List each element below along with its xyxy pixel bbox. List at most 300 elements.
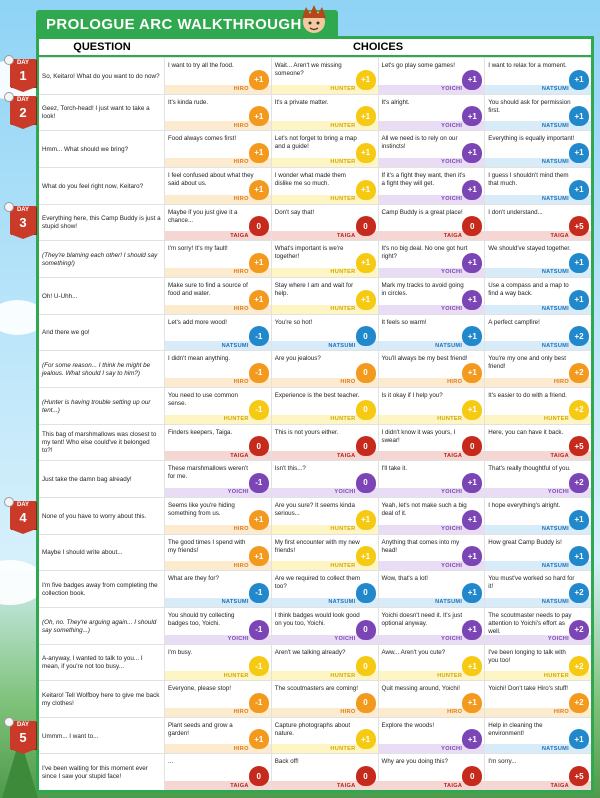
character-name: HUNTER bbox=[485, 671, 591, 680]
page-title: PROLOGUE ARC WALKTHROUGH bbox=[46, 15, 302, 33]
day-label: DAY bbox=[16, 501, 30, 508]
choice-cell bbox=[485, 168, 591, 204]
day-tab bbox=[10, 721, 36, 749]
choice-text: I don't understand... bbox=[488, 208, 543, 216]
choice-cell bbox=[165, 498, 272, 534]
points-badge: +1 bbox=[356, 729, 376, 749]
choice-text: Here, you can have it back. bbox=[488, 428, 564, 436]
character-name: NATSUMI bbox=[485, 561, 591, 570]
points-badge: +1 bbox=[249, 729, 269, 749]
character-name: NATSUMI bbox=[485, 341, 591, 350]
choice-text: Maybe if you just give it a chance... bbox=[168, 208, 238, 224]
choice-cell bbox=[485, 681, 591, 717]
day-tab bbox=[10, 59, 36, 87]
table-row bbox=[39, 644, 591, 681]
choice-cell bbox=[485, 498, 591, 534]
table-row bbox=[39, 424, 591, 461]
choices-group bbox=[165, 351, 591, 387]
choice-text: It's kinda rude. bbox=[168, 98, 209, 106]
points-badge: +2 bbox=[569, 620, 589, 640]
character-name: HIRO bbox=[165, 195, 271, 204]
choice-cell bbox=[485, 58, 591, 94]
choice-cell bbox=[379, 571, 486, 607]
character-name: HIRO bbox=[165, 85, 271, 94]
points-badge: +1 bbox=[569, 106, 589, 126]
question-text: And there we go! bbox=[39, 315, 165, 351]
choice-text: I'm busy. bbox=[168, 648, 193, 656]
character-name: TAIGA bbox=[379, 781, 485, 790]
table-row bbox=[39, 607, 591, 644]
choice-text: Stay where I am and wait for help. bbox=[274, 281, 354, 297]
choices-group bbox=[165, 498, 591, 534]
question-text: Everything here, this Camp Buddy is just a stupid show! bbox=[39, 205, 165, 241]
choice-text: What's important is we're together! bbox=[274, 245, 344, 261]
points-badge: +1 bbox=[356, 253, 376, 273]
choice-text: I'm sorry... bbox=[488, 758, 517, 766]
choice-text: Everyone, please stop! bbox=[168, 685, 231, 693]
character-name: YOICHI bbox=[272, 635, 378, 644]
points-badge: +1 bbox=[356, 546, 376, 566]
question-text: A-anyway, I wanted to talk to you... I mean, if you're not too busy... bbox=[39, 645, 165, 681]
character-name: NATSUMI bbox=[379, 598, 485, 607]
character-name: HUNTER bbox=[272, 671, 378, 680]
points-badge: +5 bbox=[569, 766, 589, 786]
choice-text: The good times I spend with my friends! bbox=[168, 538, 246, 554]
character-name: NATSUMI bbox=[379, 341, 485, 350]
choice-text: The scoutmaster needs to pay attention to Yoichi's effort as well. bbox=[488, 611, 572, 635]
points-badge: +2 bbox=[569, 473, 589, 493]
choice-text: The scoutmasters are coming! bbox=[274, 685, 358, 693]
points-badge: +1 bbox=[569, 70, 589, 90]
points-badge: +1 bbox=[249, 510, 269, 530]
question-text: Oh! U-Uhh... bbox=[39, 278, 165, 314]
choice-text: My first encounter with my new friends! bbox=[274, 538, 360, 554]
character-name: YOICHI bbox=[165, 635, 271, 644]
character-name: YOICHI bbox=[379, 158, 485, 167]
day-number: 2 bbox=[19, 104, 27, 120]
table-row bbox=[39, 277, 591, 314]
choice-cell bbox=[379, 131, 486, 167]
choice-cell bbox=[272, 168, 379, 204]
choice-cell bbox=[485, 535, 591, 571]
choices-group bbox=[165, 645, 591, 681]
choice-cell bbox=[379, 608, 486, 644]
points-badge: +1 bbox=[249, 70, 269, 90]
choice-cell bbox=[272, 131, 379, 167]
choice-text: Let's go play some games! bbox=[381, 62, 455, 69]
choices-group bbox=[165, 461, 591, 497]
choice-text: This is not yours either. bbox=[274, 428, 339, 436]
points-badge: -1 bbox=[249, 583, 269, 603]
choice-text: Isn't this...? bbox=[274, 465, 306, 473]
choice-cell bbox=[272, 608, 379, 644]
points-badge: +1 bbox=[462, 143, 482, 163]
points-badge: +1 bbox=[356, 290, 376, 310]
points-badge: +1 bbox=[356, 143, 376, 163]
character-name: HUNTER bbox=[272, 415, 378, 424]
choice-cell bbox=[485, 718, 591, 754]
choice-cell bbox=[379, 58, 486, 94]
choice-cell bbox=[272, 498, 379, 534]
choices-group bbox=[165, 535, 591, 571]
choice-text: I'm sorry! It's my fault! bbox=[168, 245, 228, 253]
table-row bbox=[39, 350, 591, 387]
question-text: Ummm... I want to... bbox=[39, 718, 165, 754]
choice-cell bbox=[379, 95, 486, 131]
choice-cell bbox=[379, 645, 486, 681]
pin-icon bbox=[4, 497, 14, 507]
choice-text: Seems like you're hiding something from us. bbox=[168, 501, 235, 517]
choices-header: CHOICES bbox=[352, 41, 404, 53]
choice-cell bbox=[165, 278, 272, 314]
character-name: TAIGA bbox=[165, 231, 271, 240]
choice-text: Aww... Aren't you cute? bbox=[381, 648, 446, 656]
day-label: DAY bbox=[16, 96, 30, 103]
table-row bbox=[39, 497, 591, 534]
question-header: QUESTION bbox=[73, 41, 131, 53]
table-row bbox=[39, 534, 591, 571]
choice-text: Wow, that's a lot! bbox=[381, 575, 428, 583]
day-tab bbox=[10, 501, 36, 529]
character-name: YOICHI bbox=[379, 85, 485, 94]
choice-cell bbox=[165, 351, 272, 387]
character-name: YOICHI bbox=[379, 121, 485, 130]
choice-text: I'll take it. bbox=[381, 465, 408, 473]
points-badge: 0 bbox=[356, 766, 376, 786]
points-badge: -1 bbox=[249, 656, 269, 676]
points-badge: 0 bbox=[356, 620, 376, 640]
character-name: NATSUMI bbox=[165, 341, 271, 350]
day-label: DAY bbox=[16, 722, 30, 729]
choice-cell bbox=[165, 718, 272, 754]
choice-text: Yoichi! Don't take Hiro's stuff! bbox=[488, 685, 568, 693]
choice-cell bbox=[485, 351, 591, 387]
points-badge: +1 bbox=[462, 729, 482, 749]
question-text: (Oh, no. They're arguing again... I should say something...) bbox=[39, 608, 165, 644]
character-name: HUNTER bbox=[272, 195, 378, 204]
character-name: HUNTER bbox=[165, 671, 271, 680]
points-badge: +1 bbox=[249, 290, 269, 310]
choice-cell bbox=[485, 95, 591, 131]
points-badge: +1 bbox=[462, 510, 482, 530]
choice-cell bbox=[485, 608, 591, 644]
points-badge: 0 bbox=[356, 400, 376, 420]
points-badge: +1 bbox=[249, 546, 269, 566]
points-badge: +2 bbox=[569, 693, 589, 713]
choice-text: That's really thoughtful of you. bbox=[488, 465, 571, 473]
choice-cell bbox=[165, 315, 272, 351]
character-name: HIRO bbox=[165, 525, 271, 534]
choice-text: Are you sure? It seems kinda serious... bbox=[274, 501, 355, 517]
points-badge: +1 bbox=[462, 326, 482, 346]
choice-text: You must've worked so hard for it! bbox=[488, 575, 575, 591]
points-badge: +1 bbox=[356, 510, 376, 530]
day-label: DAY bbox=[16, 60, 30, 66]
question-text: (For some reason... I think he might be jealous. What should I say to him?) bbox=[39, 351, 165, 387]
points-badge: +1 bbox=[569, 729, 589, 749]
character-name: HIRO bbox=[485, 378, 591, 387]
character-name: NATSUMI bbox=[485, 85, 591, 94]
character-name: HIRO bbox=[165, 561, 271, 570]
choice-text: What are they for? bbox=[168, 575, 219, 583]
points-badge: 0 bbox=[249, 766, 269, 786]
choice-text: Anything that comes into my head! bbox=[381, 538, 460, 554]
choice-cell bbox=[485, 388, 591, 424]
character-name: HUNTER bbox=[272, 561, 378, 570]
points-badge: 0 bbox=[249, 216, 269, 236]
character-name: YOICHI bbox=[379, 305, 485, 314]
choice-cell bbox=[165, 535, 272, 571]
table-header bbox=[39, 39, 591, 57]
choice-cell bbox=[485, 645, 591, 681]
day-number: 4 bbox=[19, 509, 27, 525]
points-badge: +1 bbox=[462, 693, 482, 713]
points-badge: 0 bbox=[462, 766, 482, 786]
points-badge: +1 bbox=[569, 546, 589, 566]
choice-text: Back off! bbox=[274, 758, 299, 766]
choice-cell bbox=[485, 278, 591, 314]
choice-cell bbox=[379, 278, 486, 314]
points-badge: +1 bbox=[462, 620, 482, 640]
character-name: TAIGA bbox=[485, 781, 591, 790]
choices-group bbox=[165, 205, 591, 241]
choice-cell bbox=[379, 498, 486, 534]
character-name: HUNTER bbox=[272, 744, 378, 753]
character-name: HIRO bbox=[379, 378, 485, 387]
choice-text: Capture photographs about nature. bbox=[274, 721, 351, 737]
points-badge: +1 bbox=[462, 583, 482, 603]
choices-group bbox=[165, 425, 591, 461]
character-name: TAIGA bbox=[272, 451, 378, 460]
choice-cell bbox=[379, 754, 486, 790]
character-name: HIRO bbox=[165, 158, 271, 167]
points-badge: +1 bbox=[462, 546, 482, 566]
choice-text: Wait... Aren't we missing someone? bbox=[274, 62, 342, 77]
choice-cell bbox=[272, 388, 379, 424]
points-badge: -1 bbox=[249, 620, 269, 640]
character-name: NATSUMI bbox=[485, 268, 591, 277]
choice-cell bbox=[272, 351, 379, 387]
choice-text: If it's a fight they want, then it's a fight they will get. bbox=[381, 171, 466, 187]
points-badge: +1 bbox=[462, 106, 482, 126]
choice-cell bbox=[272, 425, 379, 461]
points-badge: 0 bbox=[356, 436, 376, 456]
table-row bbox=[39, 753, 591, 790]
character-name: HUNTER bbox=[379, 671, 485, 680]
points-badge: +1 bbox=[569, 510, 589, 530]
character-name: YOICHI bbox=[485, 635, 591, 644]
choices-group bbox=[165, 754, 591, 790]
choice-text: I didn't know it was yours, I swear! bbox=[381, 428, 456, 444]
character-name: HIRO bbox=[165, 121, 271, 130]
choices-group bbox=[165, 681, 591, 717]
choice-text: I want to try all the food. bbox=[168, 62, 234, 69]
choices-group bbox=[165, 315, 591, 351]
character-name: HUNTER bbox=[272, 525, 378, 534]
choice-cell bbox=[165, 241, 272, 277]
table-row bbox=[39, 94, 591, 131]
choice-text: Plant seeds and grow a garden! bbox=[168, 721, 233, 737]
points-badge: 0 bbox=[249, 436, 269, 456]
pin-icon bbox=[4, 55, 14, 65]
character-name: YOICHI bbox=[379, 268, 485, 277]
character-name: YOICHI bbox=[379, 561, 485, 570]
choice-cell bbox=[379, 315, 486, 351]
points-badge: +5 bbox=[569, 436, 589, 456]
choice-text: You should ask for permission first. bbox=[488, 98, 571, 114]
points-badge: 0 bbox=[356, 363, 376, 383]
table-row bbox=[39, 240, 591, 277]
points-badge: +1 bbox=[356, 70, 376, 90]
choice-cell bbox=[379, 241, 486, 277]
choice-cell bbox=[485, 754, 591, 790]
points-badge: +1 bbox=[356, 180, 376, 200]
choice-cell bbox=[272, 754, 379, 790]
choice-text: Make sure to find a source of food and water. bbox=[168, 281, 248, 297]
character-name: TAIGA bbox=[485, 451, 591, 460]
character-name: NATSUMI bbox=[485, 158, 591, 167]
character-name: YOICHI bbox=[379, 744, 485, 753]
points-badge: 0 bbox=[356, 583, 376, 603]
question-text: I'm five badges away from completing the collection book. bbox=[39, 571, 165, 607]
choice-cell bbox=[165, 205, 272, 241]
points-badge: -1 bbox=[249, 326, 269, 346]
choice-text: I wonder what made them dislike me so much. bbox=[274, 171, 346, 187]
day-tab bbox=[10, 206, 36, 234]
character-name: YOICHI bbox=[485, 488, 591, 497]
choice-text: Are we required to collect them too? bbox=[274, 575, 361, 591]
character-name: TAIGA bbox=[165, 451, 271, 460]
points-badge: +2 bbox=[569, 656, 589, 676]
choice-cell bbox=[165, 608, 272, 644]
choice-text: It's easier to do with a friend. bbox=[488, 391, 567, 399]
title-bar bbox=[36, 10, 338, 38]
character-name: TAIGA bbox=[272, 231, 378, 240]
question-text: Geez, Torch-head! I just want to take a look! bbox=[39, 95, 165, 131]
choice-text: I've been longing to talk with you too! bbox=[488, 648, 566, 664]
character-name: TAIGA bbox=[165, 781, 271, 790]
points-badge: +2 bbox=[569, 400, 589, 420]
choice-text: ... bbox=[168, 758, 174, 766]
choice-text: Aren't we talking already? bbox=[274, 648, 346, 656]
choice-text: You should try collecting badges too, Yoichi. bbox=[168, 611, 235, 627]
choice-cell bbox=[379, 718, 486, 754]
choice-cell bbox=[165, 645, 272, 681]
character-name: HIRO bbox=[165, 305, 271, 314]
character-name: TAIGA bbox=[379, 451, 485, 460]
mascot-icon bbox=[296, 2, 332, 38]
question-text: Just take the damn bag already! bbox=[39, 461, 165, 497]
choices-group bbox=[165, 168, 591, 204]
choice-text: Quit messing around, Yoichi! bbox=[381, 685, 460, 693]
choices-group bbox=[165, 571, 591, 607]
choice-text: It's alright. bbox=[381, 98, 410, 106]
choice-cell bbox=[165, 58, 272, 94]
question-text: None of you have to worry about this. bbox=[39, 498, 165, 534]
question-text: Keitaro! Tell Wolfboy here to give me back my clothes! bbox=[39, 681, 165, 717]
choice-text: Is it okay if I help you? bbox=[381, 391, 443, 399]
character-name: HUNTER bbox=[272, 268, 378, 277]
day-tab bbox=[10, 96, 36, 124]
choice-text: I want to relax for a moment. bbox=[488, 62, 567, 69]
points-badge: +5 bbox=[569, 216, 589, 236]
choice-cell bbox=[485, 425, 591, 461]
character-name: HUNTER bbox=[272, 85, 378, 94]
character-name: HIRO bbox=[165, 744, 271, 753]
choice-cell bbox=[272, 95, 379, 131]
points-badge: +1 bbox=[569, 290, 589, 310]
points-badge: 0 bbox=[356, 473, 376, 493]
choice-cell bbox=[485, 461, 591, 497]
points-badge: 0 bbox=[356, 656, 376, 676]
table-row bbox=[39, 130, 591, 167]
character-name: NATSUMI bbox=[485, 121, 591, 130]
choice-cell bbox=[272, 681, 379, 717]
choice-text: Camp Buddy is a great place! bbox=[381, 208, 463, 216]
points-badge: +1 bbox=[249, 143, 269, 163]
character-name: HIRO bbox=[272, 378, 378, 387]
choices-group bbox=[165, 58, 591, 94]
character-name: HIRO bbox=[379, 708, 485, 717]
character-name: HUNTER bbox=[165, 415, 271, 424]
points-badge: +1 bbox=[462, 253, 482, 273]
choice-cell bbox=[379, 205, 486, 241]
choice-cell bbox=[165, 168, 272, 204]
table-body bbox=[39, 57, 591, 790]
character-name: HUNTER bbox=[272, 121, 378, 130]
character-name: YOICHI bbox=[379, 195, 485, 204]
points-badge: -1 bbox=[249, 693, 269, 713]
table-row bbox=[39, 387, 591, 424]
choice-text: You're so hot! bbox=[274, 318, 313, 326]
choice-cell bbox=[165, 425, 272, 461]
choices-group bbox=[165, 241, 591, 277]
points-badge: +1 bbox=[462, 70, 482, 90]
table-row bbox=[39, 57, 591, 94]
points-badge: 0 bbox=[356, 693, 376, 713]
choice-cell bbox=[272, 205, 379, 241]
question-text: Hmm... What should we bring? bbox=[39, 131, 165, 167]
character-name: HIRO bbox=[165, 378, 271, 387]
points-badge: +1 bbox=[462, 363, 482, 383]
choice-cell bbox=[272, 535, 379, 571]
question-text: (They're blaming each other! I should say something!) bbox=[39, 241, 165, 277]
choice-cell bbox=[485, 571, 591, 607]
choice-text: Finders keepers, Taiga. bbox=[168, 428, 233, 436]
choices-group bbox=[165, 95, 591, 131]
points-badge: 0 bbox=[356, 326, 376, 346]
choice-cell bbox=[485, 131, 591, 167]
choice-cell bbox=[272, 278, 379, 314]
choice-cell bbox=[485, 205, 591, 241]
choice-cell bbox=[485, 315, 591, 351]
question-text: Maybe I should write about... bbox=[39, 535, 165, 571]
choice-cell bbox=[272, 315, 379, 351]
points-badge: +2 bbox=[569, 363, 589, 383]
choice-text: These marshmallows weren't for me. bbox=[168, 465, 248, 481]
character-name: NATSUMI bbox=[272, 341, 378, 350]
choice-cell bbox=[379, 425, 486, 461]
choice-text: I think badges would look good on you too, Yoichi. bbox=[274, 611, 360, 627]
table-row bbox=[39, 314, 591, 351]
character-name: YOICHI bbox=[165, 488, 271, 497]
day-label: DAY bbox=[16, 207, 30, 214]
character-name: NATSUMI bbox=[485, 525, 591, 534]
choice-cell bbox=[165, 388, 272, 424]
choice-text: We should've stayed together. bbox=[488, 245, 571, 253]
choice-cell bbox=[272, 718, 379, 754]
character-name: HUNTER bbox=[379, 415, 485, 424]
